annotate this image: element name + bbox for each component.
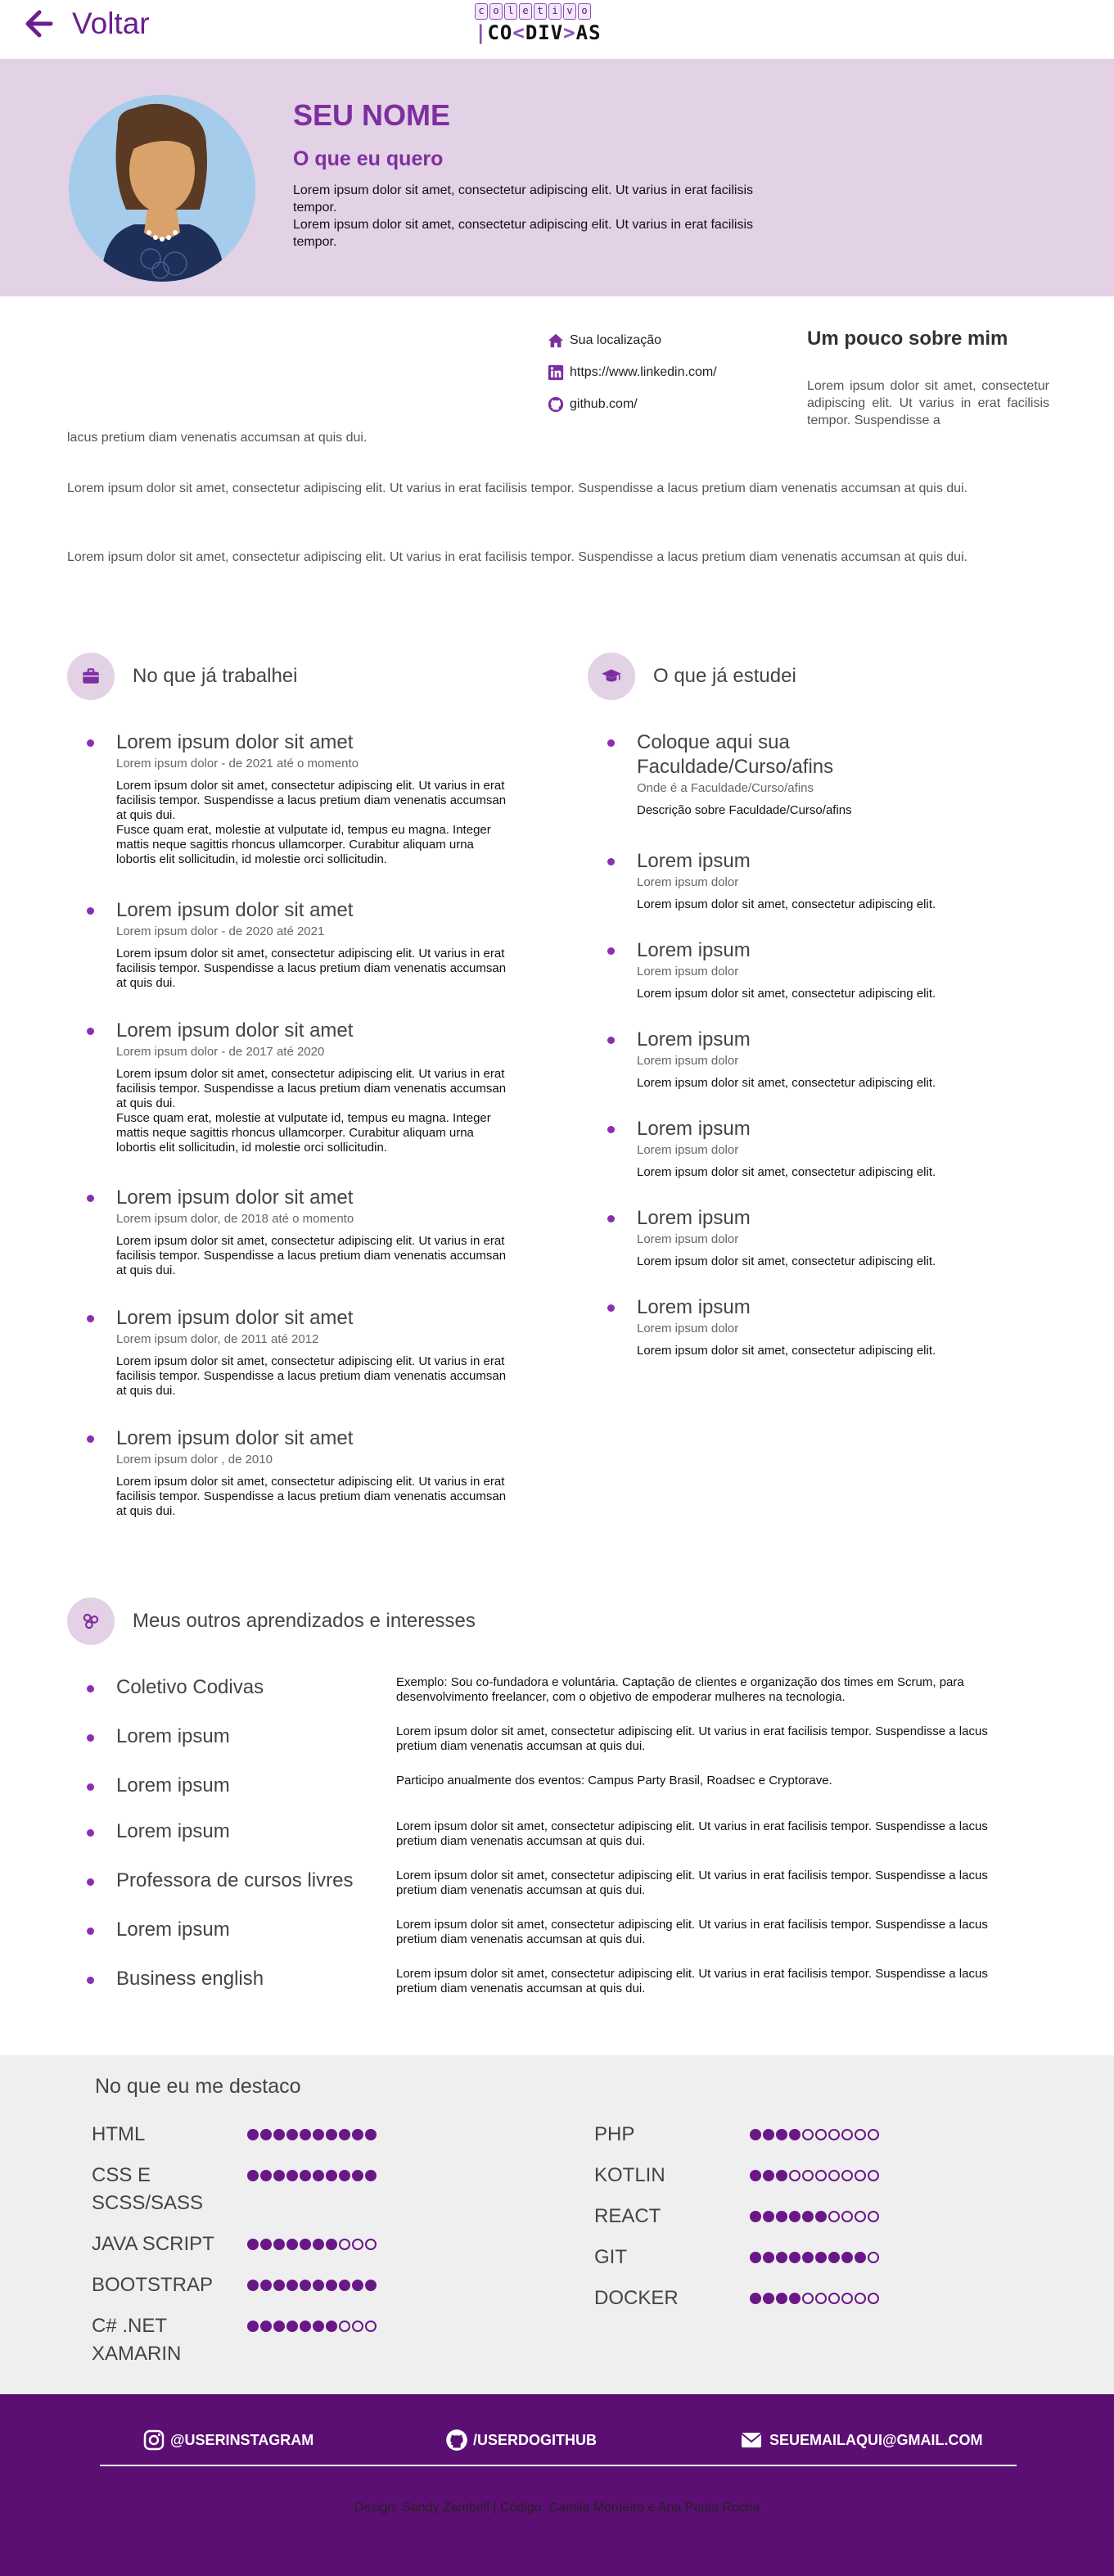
work-bullet xyxy=(87,739,94,747)
study-section-header xyxy=(588,653,796,700)
logo-top-letters xyxy=(475,3,622,20)
skill-rating xyxy=(247,2170,377,2181)
rating-dot-filled xyxy=(750,2293,761,2304)
work-section-title: No que já trabalhei xyxy=(133,665,298,687)
rating-dot-filled xyxy=(750,2129,761,2140)
github-icon xyxy=(445,2429,468,2452)
about-title: Um pouco sobre mim xyxy=(807,328,1008,350)
logo-letter-box: o xyxy=(489,3,503,20)
skill-rating xyxy=(750,2252,879,2263)
rating-dot-filled xyxy=(789,2293,801,2304)
interest-label: Lorem ipsum xyxy=(116,1918,230,1941)
codivas-logo xyxy=(475,3,622,52)
skill-rating xyxy=(750,2293,879,2304)
rating-dot-filled xyxy=(247,2170,259,2181)
rating-dot-empty xyxy=(855,2211,866,2222)
rating-dot-filled xyxy=(273,2280,285,2291)
email-link[interactable] xyxy=(738,2429,983,2452)
footer-credits: Design: Sandy Zambell | Código: Camila Monteiro e Ana Paula Rocha xyxy=(354,2501,760,2515)
rating-dot-filled xyxy=(763,2252,774,2263)
rating-dot-empty xyxy=(352,2321,363,2332)
contact-github[interactable] xyxy=(547,388,717,420)
linkedin-text: https://www.linkedin.com/ xyxy=(570,364,717,379)
about-paragraph-1: Lorem ipsum dolor sit amet, consectetur adipiscing elit. Ut varius in erat facilisis tempor. Suspendisse a xyxy=(807,379,1049,427)
rating-dot-empty xyxy=(868,2211,879,2222)
study-bullet xyxy=(607,1126,615,1133)
logo-as: AS xyxy=(575,21,602,44)
study-item-meta: Lorem ipsum dolor xyxy=(637,1054,739,1068)
skills-section xyxy=(0,2055,1114,2394)
rating-dot-filled xyxy=(365,2280,377,2291)
instagram-icon xyxy=(142,2429,165,2452)
rating-dot-filled xyxy=(313,2239,324,2250)
about-paragraph-1-continued: lacus pretium diam venenatis accumsan at quis dui. xyxy=(67,431,368,445)
avatar-illustration xyxy=(69,95,255,282)
skills-title: No que eu me destaco xyxy=(95,2075,301,2098)
skill-rating xyxy=(750,2129,879,2140)
rating-dot-filled xyxy=(286,2170,298,2181)
logo-letter-box: o xyxy=(578,3,591,20)
rating-dot-empty xyxy=(855,2293,866,2304)
interest-bullet xyxy=(87,1927,94,1935)
rating-dot-filled xyxy=(260,2239,272,2250)
rating-dot-filled xyxy=(763,2293,774,2304)
profile-subtitle: O que eu quero xyxy=(293,147,444,170)
work-item-title: Lorem ipsum dolor sit amet xyxy=(116,1186,354,1209)
rating-dot-filled xyxy=(352,2129,363,2140)
rating-dot-filled xyxy=(247,2321,259,2332)
interest-description: Lorem ipsum dolor sit amet, consectetur adipiscing elit. Ut varius in erat facilisis tempor. Suspendisse a lacus pretium diam venenatis accumsan at quis dui. xyxy=(396,1918,988,1946)
logo-co: CO xyxy=(487,21,513,44)
rating-dot-empty xyxy=(868,2129,879,2140)
skill-name: CSS E SCSS/SASS xyxy=(92,2164,204,2214)
location-text: Sua localização xyxy=(570,332,662,347)
interest-bullet xyxy=(87,1829,94,1837)
briefcase-icon xyxy=(67,653,115,700)
contact-location[interactable] xyxy=(547,324,717,356)
rating-dot-filled xyxy=(326,2321,337,2332)
study-item-description: Lorem ipsum dolor sit amet, consectetur adipiscing elit. xyxy=(637,1344,936,1358)
rating-dot-filled xyxy=(763,2129,774,2140)
skill-rating xyxy=(247,2280,377,2291)
envelope-icon xyxy=(738,2429,764,2452)
rating-dot-empty xyxy=(365,2321,377,2332)
rating-dot-filled xyxy=(260,2321,272,2332)
rating-dot-filled xyxy=(300,2239,311,2250)
rating-dot-empty xyxy=(802,2129,814,2140)
study-item-meta: Lorem ipsum dolor xyxy=(637,875,739,889)
instagram-handle: @USERINSTAGRAM xyxy=(170,2431,314,2448)
logo-letter-box: t xyxy=(534,3,547,20)
study-bullet xyxy=(607,1215,615,1222)
rating-dot-filled xyxy=(750,2252,761,2263)
rating-dot-filled xyxy=(815,2252,827,2263)
skill-name: C# .NET XAMARIN xyxy=(92,2315,182,2365)
rating-dot-filled xyxy=(776,2252,787,2263)
top-bar xyxy=(0,0,1114,59)
skill-name: HTML xyxy=(92,2123,146,2145)
rating-dot-filled xyxy=(300,2280,311,2291)
rating-dot-filled xyxy=(365,2129,377,2140)
rating-dot-filled xyxy=(313,2280,324,2291)
skill-rating xyxy=(247,2239,377,2250)
rating-dot-filled xyxy=(326,2280,337,2291)
rating-dot-filled xyxy=(776,2293,787,2304)
work-item-description: Lorem ipsum dolor sit amet, consectetur adipiscing elit. Ut varius in erat facilisis tempor. Suspendisse a lacus pretium diam venenatis accumsan at quis dui. xyxy=(116,1234,507,1277)
work-item-meta: Lorem ipsum dolor - de 2021 até o momento xyxy=(116,757,359,771)
profile-description xyxy=(293,182,768,251)
study-item-meta: Lorem ipsum dolor xyxy=(637,965,739,978)
work-item-title: Lorem ipsum dolor sit amet xyxy=(116,1307,354,1329)
study-item xyxy=(637,1206,1013,1269)
work-section-header xyxy=(67,653,297,700)
rating-dot-filled xyxy=(802,2211,814,2222)
contact-list xyxy=(547,324,717,420)
rating-dot-empty xyxy=(789,2170,801,2181)
rating-dot-filled xyxy=(300,2321,311,2332)
interest-description: Lorem ipsum dolor sit amet, consectetur adipiscing elit. Ut varius in erat facilisis tempor. Suspendisse a lacus pretium diam venenatis accumsan at quis dui. xyxy=(396,1967,988,1995)
rating-dot-filled xyxy=(789,2252,801,2263)
rating-dot-filled xyxy=(828,2252,840,2263)
skill-name: BOOTSTRAP xyxy=(92,2274,214,2296)
study-item-title: Lorem ipsum xyxy=(637,1296,751,1318)
rating-dot-filled xyxy=(776,2211,787,2222)
rating-dot-filled xyxy=(247,2280,259,2291)
rating-dot-filled xyxy=(273,2321,285,2332)
interest-description: Lorem ipsum dolor sit amet, consectetur adipiscing elit. Ut varius in erat facilisis tempor. Suspendisse a lacus pretium diam venenatis accumsan at quis dui. xyxy=(396,1819,988,1848)
skill-name: REACT xyxy=(594,2205,661,2227)
interest-label: Lorem ipsum xyxy=(116,1820,230,1842)
work-item-meta: Lorem ipsum dolor , de 2010 xyxy=(116,1453,273,1467)
work-item xyxy=(116,1019,509,1155)
interests-section-header xyxy=(67,1598,476,1645)
study-item-title: Lorem ipsum xyxy=(637,850,751,872)
github-handle: /USERDOGITHUB xyxy=(473,2431,598,2448)
interest-label: Lorem ipsum xyxy=(116,1774,230,1796)
study-item-description: Lorem ipsum dolor sit amet, consectetur adipiscing elit. xyxy=(637,897,936,911)
interest-label: Business english xyxy=(116,1968,264,1990)
logo-letter-box: l xyxy=(504,3,517,20)
study-item xyxy=(637,849,1013,912)
rating-dot-filled xyxy=(326,2170,337,2181)
work-item xyxy=(116,1306,509,1399)
study-item-title: Coloque aqui sua Faculdade/Curso/afins xyxy=(637,731,834,778)
rating-dot-filled xyxy=(750,2170,761,2181)
rating-dot-filled xyxy=(339,2170,350,2181)
email-address: SEUEMAILAQUI@GMAIL.COM xyxy=(769,2431,983,2448)
rating-dot-filled xyxy=(313,2170,324,2181)
logo-bottom-text: |CO<DIV>AS xyxy=(475,21,602,44)
work-item-description: Lorem ipsum dolor sit amet, consectetur adipiscing elit. Ut varius in erat facilisis tempor. Suspendisse a lacus pretium diam venenatis accumsan at quis dui. xyxy=(116,1067,507,1110)
logo-letter-box: e xyxy=(519,3,532,20)
rating-dot-filled xyxy=(789,2211,801,2222)
rating-dot-empty xyxy=(815,2170,827,2181)
interest-bullet xyxy=(87,1977,94,1984)
work-item-title: Lorem ipsum dolor sit amet xyxy=(116,899,354,921)
interest-description: Participo anualmente dos eventos: Campus Party Brasil, Roadsec e Cryptorave. xyxy=(396,1774,832,1787)
rating-dot-filled xyxy=(247,2129,259,2140)
rating-dot-filled xyxy=(313,2321,324,2332)
rating-dot-filled xyxy=(286,2239,298,2250)
work-bullet xyxy=(87,1435,94,1443)
rating-dot-empty xyxy=(868,2252,879,2263)
rating-dot-filled xyxy=(352,2170,363,2181)
skill-rating xyxy=(247,2321,377,2332)
rating-dot-filled xyxy=(763,2211,774,2222)
back-button[interactable] xyxy=(21,7,150,41)
github-text: github.com/ xyxy=(570,396,638,411)
work-item-title: Lorem ipsum dolor sit amet xyxy=(116,731,354,753)
work-bullet xyxy=(87,1028,94,1035)
github-footer-link[interactable] xyxy=(445,2429,597,2452)
skill-rating xyxy=(750,2170,879,2181)
rating-dot-filled xyxy=(286,2280,298,2291)
study-bullet xyxy=(607,1037,615,1044)
rating-dot-filled xyxy=(286,2129,298,2140)
rating-dot-empty xyxy=(352,2239,363,2250)
rating-dot-filled xyxy=(339,2280,350,2291)
interest-description: Lorem ipsum dolor sit amet, consectetur adipiscing elit. Ut varius in erat facilisis tempor. Suspendisse a lacus pretium diam venenatis accumsan at quis dui. xyxy=(396,1724,988,1753)
linkedin-icon xyxy=(547,364,565,382)
rating-dot-empty xyxy=(841,2170,853,2181)
interest-label: Professora de cursos livres xyxy=(116,1869,354,1891)
skill-name: GIT xyxy=(594,2246,627,2268)
interest-bullet xyxy=(87,1734,94,1742)
rating-dot-empty xyxy=(365,2239,377,2250)
rating-dot-filled xyxy=(286,2321,298,2332)
graduation-cap-icon xyxy=(588,653,635,700)
skill-rating xyxy=(750,2211,879,2222)
work-item-meta: Lorem ipsum dolor, de 2018 até o momento xyxy=(116,1212,354,1226)
study-bullet xyxy=(607,947,615,955)
interest-label: Coletivo Codivas xyxy=(116,1676,264,1698)
arrow-left-icon xyxy=(21,7,54,40)
rating-dot-filled xyxy=(247,2239,259,2250)
skill-name: KOTLIN xyxy=(594,2164,665,2186)
work-item-description: Lorem ipsum dolor sit amet, consectetur adipiscing elit. Ut varius in erat facilisis tempor. Suspendisse a lacus pretium diam venenatis accumsan at quis dui. xyxy=(116,947,507,990)
about-paragraph-2: Lorem ipsum dolor sit amet, consectetur adipiscing elit. Ut varius in erat facilisis tempor. Suspendisse a lacus pretium diam venenatis accumsan at quis dui. xyxy=(67,481,968,495)
study-item-description: Lorem ipsum dolor sit amet, consectetur adipiscing elit. xyxy=(637,1254,936,1268)
interest-description: Lorem ipsum dolor sit amet, consectetur adipiscing elit. Ut varius in erat facilisis tempor. Suspendisse a lacus pretium diam venenatis accumsan at quis dui. xyxy=(396,1869,988,1897)
rating-dot-filled xyxy=(300,2129,311,2140)
rating-dot-empty xyxy=(841,2211,853,2222)
work-item-meta: Lorem ipsum dolor - de 2020 até 2021 xyxy=(116,924,325,938)
github-icon xyxy=(547,395,565,414)
rating-dot-empty xyxy=(828,2170,840,2181)
rating-dot-empty xyxy=(802,2170,814,2181)
work-item-meta: Lorem ipsum dolor - de 2017 até 2020 xyxy=(116,1045,325,1059)
study-item-description: Lorem ipsum dolor sit amet, consectetur adipiscing elit. xyxy=(637,987,936,1001)
rating-dot-filled xyxy=(313,2129,324,2140)
home-icon xyxy=(547,332,565,350)
logo-div: DIV xyxy=(525,21,564,44)
rating-dot-empty xyxy=(802,2293,814,2304)
rating-dot-empty xyxy=(815,2129,827,2140)
study-item-meta: Lorem ipsum dolor xyxy=(637,1143,739,1157)
study-item-title: Lorem ipsum xyxy=(637,939,751,961)
rating-dot-empty xyxy=(828,2211,840,2222)
rating-dot-filled xyxy=(273,2239,285,2250)
interest-description: Exemplo: Sou co-fundadora e voluntária. Captação de clientes e organização dos times em Scrum, para desenvolvimento freelancer, com o objetivo de empoderar mulheres na tecnologia. xyxy=(396,1675,964,1704)
interest-label: Lorem ipsum xyxy=(116,1725,230,1747)
rating-dot-filled xyxy=(789,2129,801,2140)
work-item-title: Lorem ipsum dolor sit amet xyxy=(116,1019,354,1042)
work-item xyxy=(116,898,509,991)
rating-dot-filled xyxy=(855,2252,866,2263)
study-item xyxy=(637,1028,1013,1091)
study-item-meta: Lorem ipsum dolor xyxy=(637,1322,739,1335)
work-item xyxy=(116,1426,509,1519)
avatar xyxy=(69,95,255,282)
study-item xyxy=(637,1295,1013,1358)
about-paragraph-3: Lorem ipsum dolor sit amet, consectetur adipiscing elit. Ut varius in erat facilisis tempor. Suspendisse a lacus pretium diam venenatis accumsan at quis dui. xyxy=(67,550,968,564)
rating-dot-filled xyxy=(750,2211,761,2222)
profile-header xyxy=(0,59,1114,296)
rating-dot-empty xyxy=(841,2129,853,2140)
work-item-description: Lorem ipsum dolor sit amet, consectetur adipiscing elit. Ut varius in erat facilisis tempor. Suspendisse a lacus pretium diam venenatis accumsan at quis dui. xyxy=(116,1354,507,1398)
work-item xyxy=(116,730,509,867)
work-item-description: Lorem ipsum dolor sit amet, consectetur adipiscing elit. Ut varius in erat facilisis tempor. Suspendisse a lacus pretium diam venenatis accumsan at quis dui. xyxy=(116,779,507,822)
interest-bullet xyxy=(87,1685,94,1692)
rating-dot-filled xyxy=(841,2252,853,2263)
rating-dot-filled xyxy=(260,2129,272,2140)
rating-dot-empty xyxy=(855,2170,866,2181)
rating-dot-filled xyxy=(776,2129,787,2140)
profile-description-line-2: Lorem ipsum dolor sit amet, consectetur adipiscing elit. Ut varius in erat facilisis tempor. xyxy=(293,218,753,249)
interests-section-title: Meus outros aprendizados e interesses xyxy=(133,1610,476,1632)
work-item-description-extra: Fusce quam erat, molestie at vulputate id, tempus eu magna. Integer mattis neque sagittis rhoncus ullamcorper. Curabitur aliquam urna lobortis elit sollicitudin, id molestie orci sollicitudin. xyxy=(116,823,491,866)
work-item-meta: Lorem ipsum dolor, de 2011 até 2012 xyxy=(116,1332,319,1346)
rating-dot-empty xyxy=(339,2321,350,2332)
rating-dot-filled xyxy=(763,2170,774,2181)
study-item-title: Lorem ipsum xyxy=(637,1028,751,1051)
rating-dot-empty xyxy=(815,2293,827,2304)
rating-dot-filled xyxy=(365,2170,377,2181)
logo-letter-box: c xyxy=(475,3,488,20)
rating-dot-filled xyxy=(326,2239,337,2250)
rating-dot-filled xyxy=(802,2252,814,2263)
footer-divider xyxy=(100,2465,1017,2466)
skill-name: DOCKER xyxy=(594,2287,679,2309)
rating-dot-filled xyxy=(273,2129,285,2140)
rating-dot-filled xyxy=(776,2170,787,2181)
rating-dot-filled xyxy=(326,2129,337,2140)
footer xyxy=(0,2394,1114,2576)
study-item-meta: Onde é a Faculdade/Curso/afins xyxy=(637,781,814,795)
profile-description-line-1: Lorem ipsum dolor sit amet, consectetur adipiscing elit. Ut varius in erat facilisis tempor. xyxy=(293,183,753,215)
logo-gt: > xyxy=(563,21,576,44)
work-item-description: Lorem ipsum dolor sit amet, consectetur adipiscing elit. Ut varius in erat facilisis tempor. Suspendisse a lacus pretium diam venenatis accumsan at quis dui. xyxy=(116,1475,507,1518)
study-bullet xyxy=(607,1304,615,1312)
skill-name: PHP xyxy=(594,2123,635,2145)
study-bullet xyxy=(607,858,615,865)
study-item-title: Lorem ipsum xyxy=(637,1207,751,1229)
profile-name: SEU NOME xyxy=(293,98,451,132)
rating-dot-empty xyxy=(828,2293,840,2304)
logo-letter-box: v xyxy=(563,3,576,20)
interest-bullet xyxy=(87,1878,94,1886)
rating-dot-empty xyxy=(339,2239,350,2250)
rating-dot-filled xyxy=(260,2170,272,2181)
rating-dot-empty xyxy=(868,2170,879,2181)
rating-dot-empty xyxy=(868,2293,879,2304)
rating-dot-empty xyxy=(841,2293,853,2304)
study-item xyxy=(637,1117,1013,1180)
work-bullet xyxy=(87,1195,94,1202)
study-section-title: O que já estudei xyxy=(653,665,796,687)
study-item xyxy=(637,938,1013,1001)
logo-lt: < xyxy=(512,21,525,44)
rating-dot-filled xyxy=(300,2170,311,2181)
study-bullet xyxy=(607,739,615,747)
rating-dot-empty xyxy=(828,2129,840,2140)
logo-letter-box: i xyxy=(548,3,562,20)
work-bullet xyxy=(87,1315,94,1322)
work-item xyxy=(116,1186,509,1278)
study-item-description: Lorem ipsum dolor sit amet, consectetur adipiscing elit. xyxy=(637,1076,936,1090)
rating-dot-filled xyxy=(352,2280,363,2291)
study-item-title: Lorem ipsum xyxy=(637,1118,751,1140)
rating-dot-empty xyxy=(855,2129,866,2140)
back-label: Voltar xyxy=(72,7,150,40)
skill-name: JAVA SCRIPT xyxy=(92,2233,214,2255)
work-item-title: Lorem ipsum dolor sit amet xyxy=(116,1427,354,1449)
study-item-meta: Lorem ipsum dolor xyxy=(637,1232,739,1246)
skill-rating xyxy=(247,2129,377,2140)
rating-dot-filled xyxy=(339,2129,350,2140)
rating-dot-filled xyxy=(273,2170,285,2181)
rating-dot-filled xyxy=(260,2280,272,2291)
work-item-description-extra: Fusce quam erat, molestie at vulputate id, tempus eu magna. Integer mattis neque sagittis rhoncus ullamcorper. Curabitur aliquam urna lobortis elit sollicitudin, id molestie orci sollicitudin. xyxy=(116,1111,491,1155)
study-item xyxy=(637,730,858,818)
study-item-description: Descrição sobre Faculdade/Curso/afins xyxy=(637,803,852,817)
rating-dot-filled xyxy=(815,2211,827,2222)
interest-bullet xyxy=(87,1783,94,1791)
contact-linkedin[interactable] xyxy=(547,356,717,388)
instagram-link[interactable] xyxy=(142,2429,313,2452)
work-bullet xyxy=(87,907,94,915)
interests-icon xyxy=(67,1598,115,1645)
study-item-description: Lorem ipsum dolor sit amet, consectetur adipiscing elit. xyxy=(637,1165,936,1179)
